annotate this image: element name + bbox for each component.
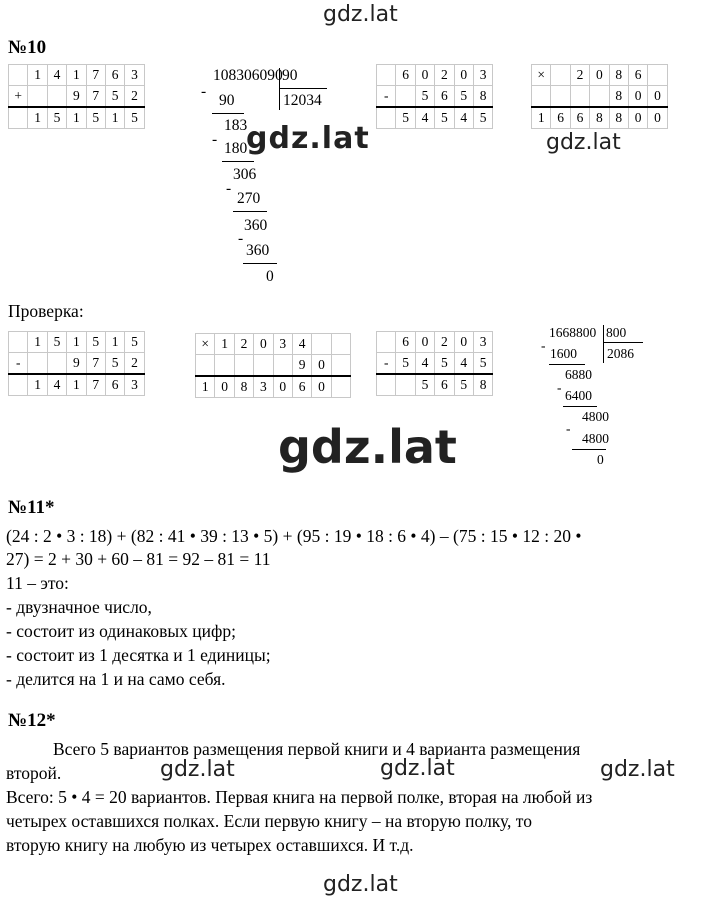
task-12-line-2: второй. xyxy=(6,763,62,783)
watermark-line-3: gdz.lat xyxy=(600,757,675,782)
task-11-title: №11* xyxy=(8,497,55,518)
watermark-bottom: gdz.lat xyxy=(323,872,398,897)
watermark-large: gdz.lat xyxy=(278,420,457,474)
check-multiplication-grid: × 1 2 0 3 4 9 0 1 0 8 3 0 6 0 xyxy=(195,333,351,398)
task-12-line-1: Всего 5 вариантов размещения первой книги и 4 варианта размещения xyxy=(53,739,581,759)
watermark-top: gdz.lat xyxy=(323,2,398,27)
task-11-line-1: (24 : 2 • 3 : 18) + (82 : 41 • 39 : 13 • 5) + (95 : 19 • 18 : 6 • 4) – (75 : 15 • 12 : 20 • xyxy=(6,526,582,546)
task-11-line-2: 27) = 2 + 30 + 60 – 81 = 92 – 81 = 11 xyxy=(6,549,271,569)
task-12-line-5: вторую книгу на любую из четырех оставшихся. И т.д. xyxy=(6,835,414,855)
subtraction-grid-1: 6 0 2 0 3 - 5 6 5 8 5 4 5 4 5 xyxy=(376,64,493,129)
task-12-line-4: четырех оставшихся полках. Если первую книгу – на вторую полку, то xyxy=(6,811,532,831)
task-11-line-7: - делится на 1 и на само себя. xyxy=(6,669,226,689)
check-label: Проверка: xyxy=(8,301,84,321)
task-11-line-6: - состоит из 1 десятка и 1 единицы; xyxy=(6,645,271,665)
task-11-line-5: - состоит из одинаковых цифр; xyxy=(6,621,236,641)
watermark-line-2: gdz.lat xyxy=(380,756,455,781)
task-12-line-3: Всего: 5 • 4 = 20 вариантов. Первая книга на первой полке, вторая на любой из xyxy=(6,787,593,807)
task-10-title: №10 xyxy=(8,37,47,58)
addition-grid: 1 4 1 7 6 3 + 9 7 5 2 1 5 1 5 1 5 xyxy=(8,64,145,129)
check-subtraction-grid: 1 5 1 5 1 5 - 9 7 5 2 1 4 1 7 6 3 xyxy=(8,331,145,396)
watermark-right: gdz.lat xyxy=(546,130,621,155)
task-11-line-3: 11 – это: xyxy=(6,573,69,593)
multiplication-grid-1: × 2 0 8 6 8 0 0 1 6 6 8 8 0 0 xyxy=(531,64,668,129)
task-12-title: №12* xyxy=(8,710,56,731)
task-11-line-4: - двузначное число, xyxy=(6,597,152,617)
check-subtraction-grid-2: 6 0 2 0 3 - 5 4 5 4 5 5 6 5 8 xyxy=(376,331,493,396)
watermark-line-1: gdz.lat xyxy=(160,757,235,782)
watermark-center: gdz.lat xyxy=(246,121,370,156)
